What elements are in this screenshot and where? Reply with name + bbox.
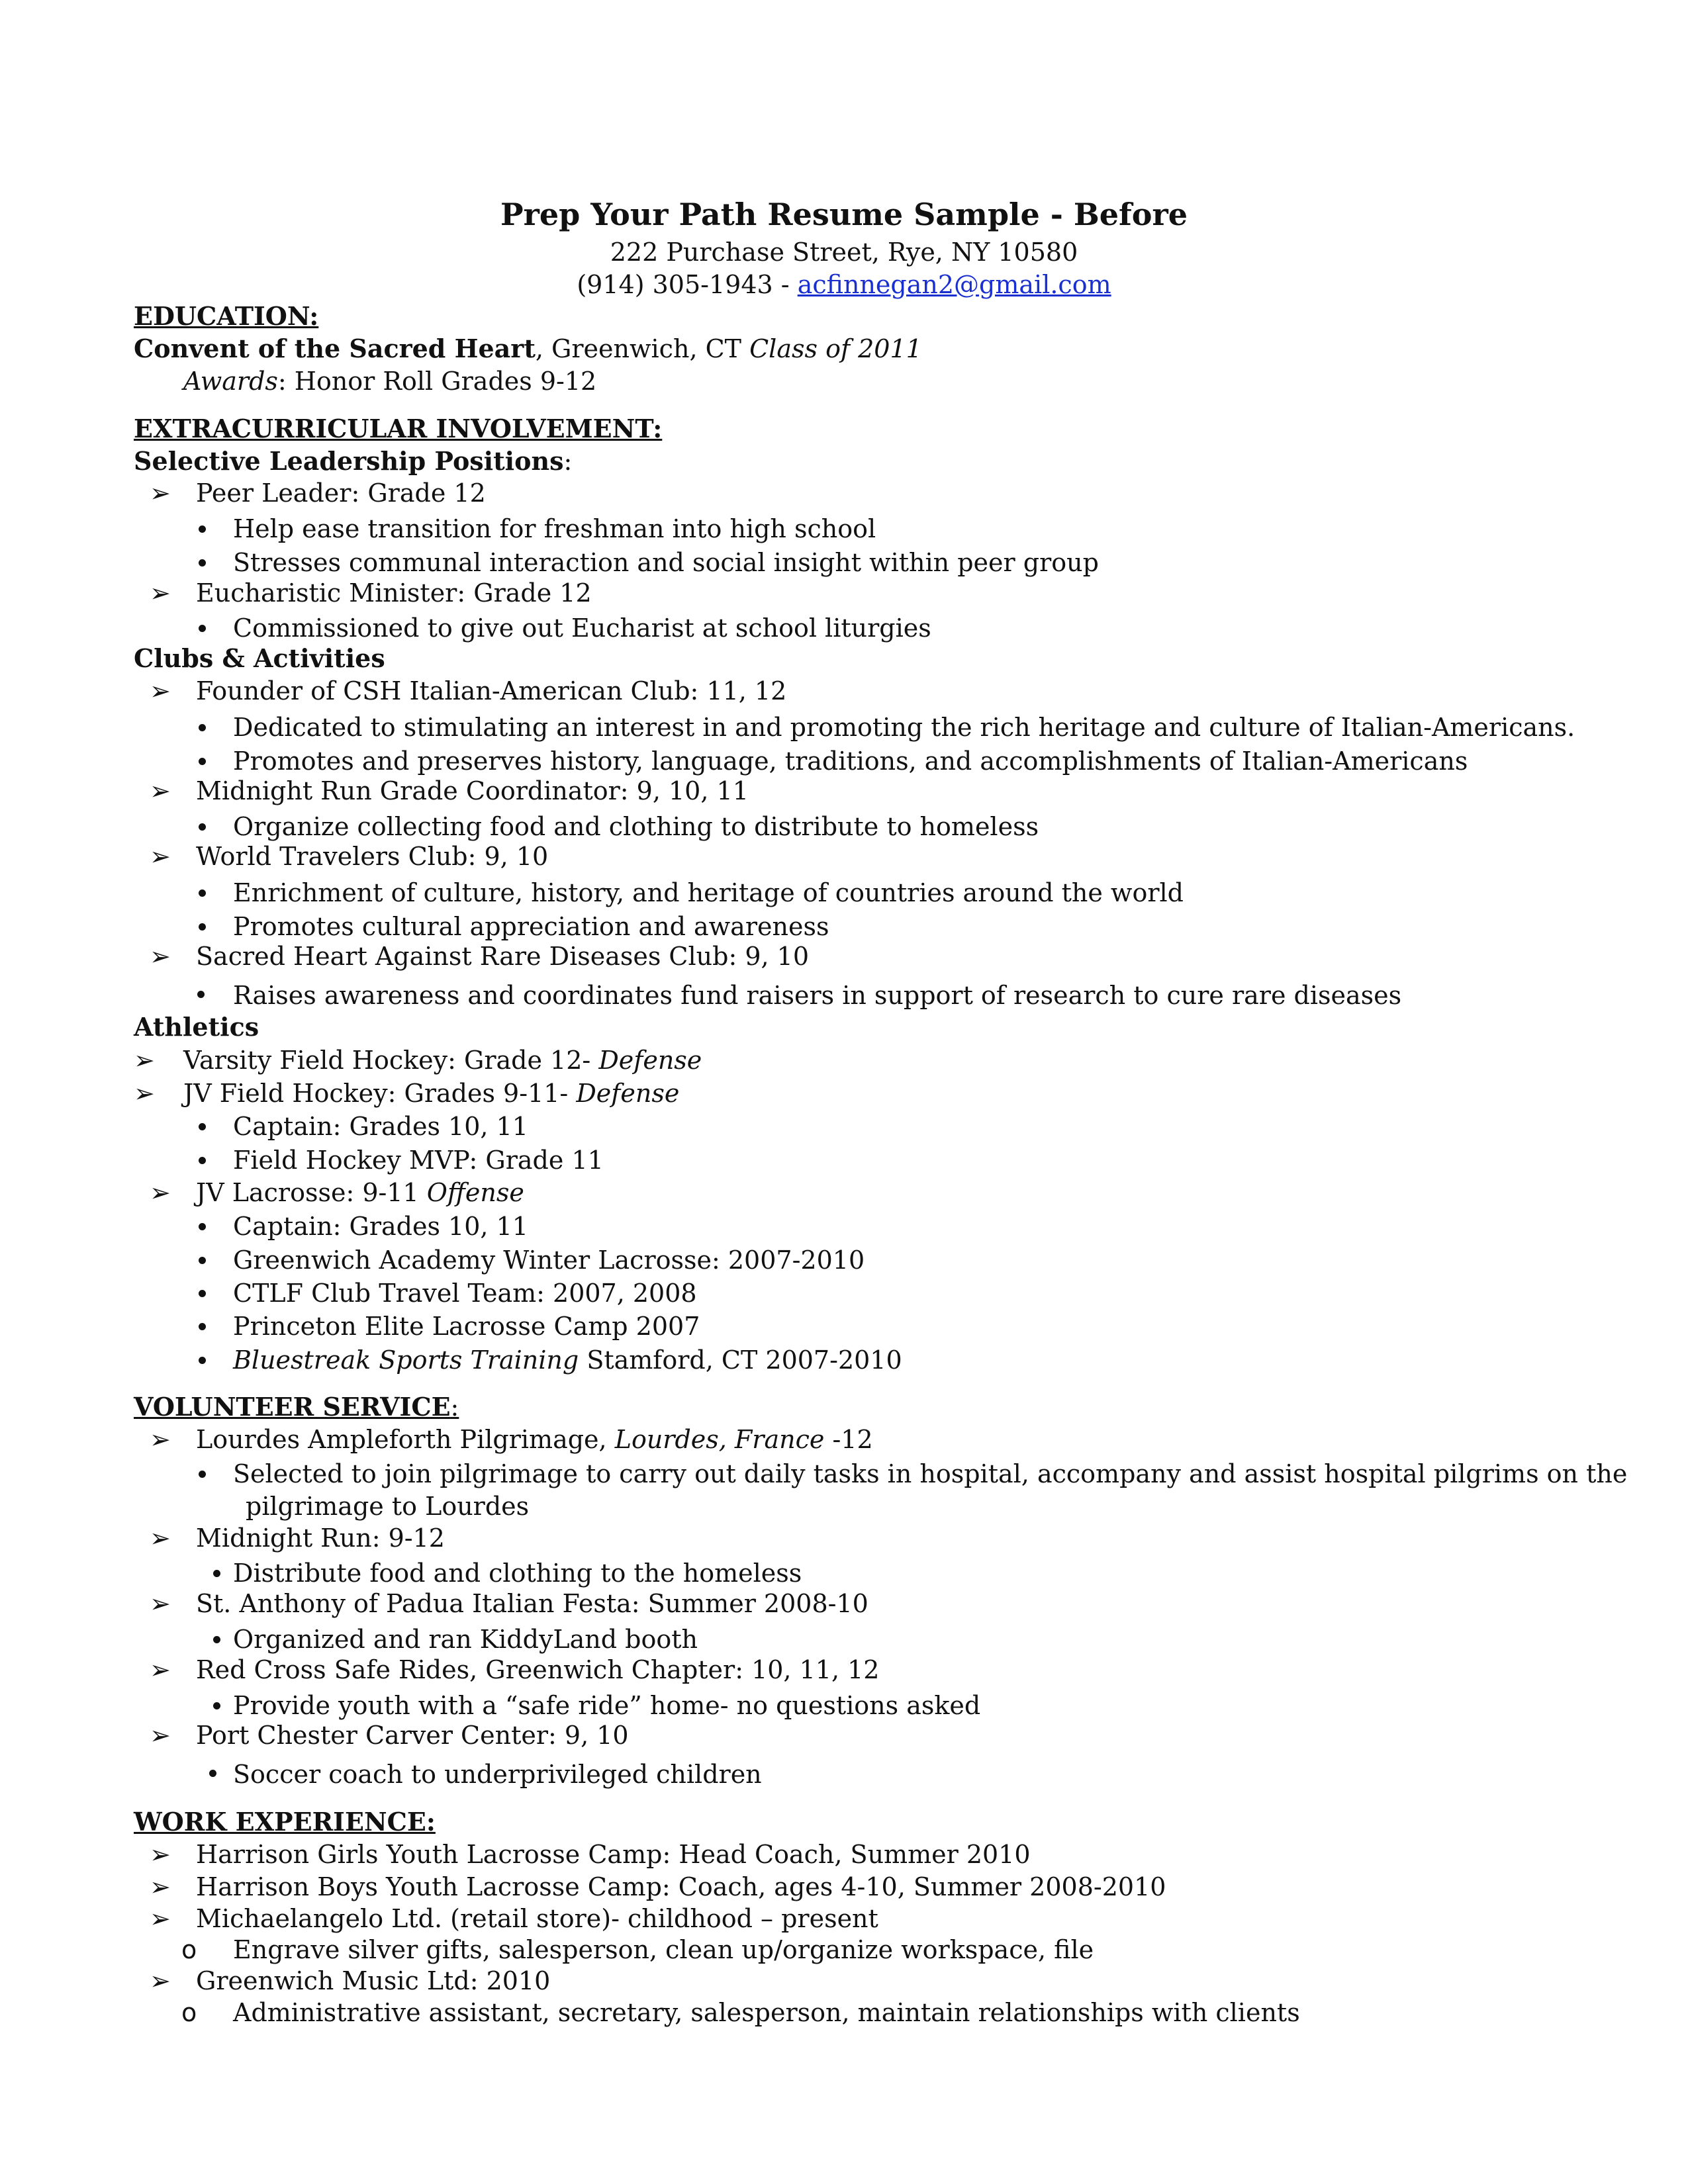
list-item: Stresses communal interaction and social insight within peer group bbox=[233, 548, 1099, 577]
bullet-dot-icon bbox=[199, 559, 206, 567]
bullet-dot-icon bbox=[199, 889, 206, 897]
bullet-dot-icon bbox=[197, 991, 205, 998]
bullet-dot-icon bbox=[199, 724, 206, 731]
bluestreak-detail: Stamford, CT 2007-2010 bbox=[579, 1345, 902, 1375]
bullet-dot-icon bbox=[199, 923, 206, 931]
arrow-bullet-icon: ➢ bbox=[150, 478, 171, 508]
list-item: Selected to join pilgrimage to carry out daily tasks in hospital, accompany and assist hospital pilgrims on the bbox=[233, 1459, 1628, 1488]
arrow-bullet-icon: ➢ bbox=[150, 1840, 171, 1869]
lourdes-place: Lourdes, France bbox=[614, 1425, 825, 1454]
list-item: Eucharistic Minister: Grade 12 bbox=[196, 578, 592, 608]
list-item bbox=[183, 1044, 702, 1077]
bullet-dot-icon bbox=[213, 1636, 220, 1643]
email-link[interactable]: acfinnegan2@gmail.com bbox=[797, 270, 1111, 299]
circle-bullet-icon: o bbox=[181, 1935, 197, 1964]
arrow-bullet-icon: ➢ bbox=[150, 1589, 171, 1618]
arrow-bullet-icon: ➢ bbox=[150, 1904, 171, 1933]
bullet-dot-icon bbox=[199, 525, 206, 533]
list-item: Captain: Grades 10, 11 bbox=[233, 1112, 528, 1141]
leadership-heading: Selective Leadership Positions bbox=[134, 446, 564, 476]
bullet-dot-icon bbox=[199, 1123, 206, 1130]
lourdes-suffix: -12 bbox=[824, 1425, 873, 1454]
jv-hockey-text: JV Field Hockey: Grades 9-11- bbox=[183, 1079, 577, 1108]
list-item: Provide youth with a “safe ride” home- no questions asked bbox=[233, 1691, 981, 1720]
jv-hockey-position: Defense bbox=[576, 1079, 680, 1108]
list-item: Founder of CSH Italian-American Club: 11, 12 bbox=[196, 676, 787, 705]
varsity-text: Varsity Field Hockey: Grade 12- bbox=[183, 1046, 599, 1075]
varsity-position: Defense bbox=[598, 1046, 702, 1075]
volunteer-heading: VOLUNTEER SERVICE bbox=[134, 1392, 451, 1422]
volunteer-colon: : bbox=[450, 1392, 459, 1422]
list-item: Greenwich Music Ltd: 2010 bbox=[196, 1966, 551, 1995]
clubs-heading: Clubs & Activities bbox=[134, 643, 385, 673]
bullet-dot-icon bbox=[199, 1257, 206, 1264]
list-item: Engrave silver gifts, salesperson, clean up/organize workspace, file bbox=[233, 1935, 1094, 1964]
arrow-bullet-icon: ➢ bbox=[150, 1721, 171, 1750]
arrow-bullet-icon: ➢ bbox=[134, 1046, 155, 1075]
list-item: Raises awareness and coordinates fund raisers in support of research to cure rare diseases bbox=[233, 981, 1402, 1010]
list-item: Promotes and preserves history, language, traditions, and accomplishments of Italian-Americans bbox=[233, 747, 1468, 776]
volunteer-heading-line bbox=[134, 1390, 459, 1424]
lourdes-text: Lourdes Ampleforth Pilgrimage, bbox=[196, 1425, 615, 1454]
awards-label: Awards bbox=[183, 367, 278, 396]
list-item: Sacred Heart Against Rare Diseases Club: 9, 10 bbox=[196, 942, 810, 971]
list-item: Field Hockey MVP: Grade 11 bbox=[233, 1146, 604, 1175]
list-item: Greenwich Academy Winter Lacrosse: 2007-2010 bbox=[233, 1246, 865, 1275]
list-item: Midnight Run Grade Coordinator: 9, 10, 11 bbox=[196, 776, 749, 805]
arrow-bullet-icon: ➢ bbox=[150, 578, 171, 608]
bullet-dot-icon bbox=[199, 625, 206, 632]
bullet-dot-icon bbox=[199, 1157, 206, 1164]
list-item bbox=[196, 1176, 524, 1209]
school-line bbox=[134, 332, 922, 365]
arrow-bullet-icon: ➢ bbox=[150, 842, 171, 871]
list-item bbox=[183, 1077, 679, 1110]
arrow-bullet-icon: ➢ bbox=[150, 1425, 171, 1454]
list-item: Red Cross Safe Rides, Greenwich Chapter: 10, 11, 12 bbox=[196, 1655, 880, 1684]
bullet-dot-icon bbox=[199, 1223, 206, 1230]
list-item: World Travelers Club: 9, 10 bbox=[196, 842, 549, 871]
arrow-bullet-icon: ➢ bbox=[150, 676, 171, 705]
list-item: Promotes cultural appreciation and awareness bbox=[233, 912, 829, 941]
leadership-colon: : bbox=[563, 447, 573, 476]
list-item: Harrison Boys Youth Lacrosse Camp: Coach, ages 4-10, Summer 2008-2010 bbox=[196, 1872, 1166, 1901]
list-item bbox=[196, 1423, 873, 1456]
athletics-heading: Athletics bbox=[134, 1012, 259, 1042]
list-item: Harrison Girls Youth Lacrosse Camp: Head Coach, Summer 2010 bbox=[196, 1840, 1031, 1869]
arrow-bullet-icon: ➢ bbox=[150, 1655, 171, 1684]
arrow-bullet-icon: ➢ bbox=[150, 1872, 171, 1901]
leadership-heading-line bbox=[134, 445, 572, 478]
list-item: Distribute food and clothing to the homeless bbox=[233, 1559, 802, 1588]
jv-lacrosse-position: Offense bbox=[426, 1178, 524, 1207]
class-year: Class of 2011 bbox=[749, 334, 922, 363]
extracurricular-heading: EXTRACURRICULAR INVOLVEMENT: bbox=[134, 414, 663, 443]
bullet-dot-icon bbox=[199, 1323, 206, 1330]
bullet-dot-icon bbox=[209, 1770, 216, 1777]
bullet-dot-icon bbox=[213, 1702, 220, 1709]
bluestreak-name: Bluestreak Sports Training bbox=[233, 1345, 579, 1375]
jv-lacrosse-text: JV Lacrosse: 9-11 bbox=[196, 1178, 427, 1207]
arrow-bullet-icon: ➢ bbox=[150, 1966, 171, 1995]
arrow-bullet-icon: ➢ bbox=[150, 942, 171, 971]
list-item: Commissioned to give out Eucharist at school liturgies bbox=[233, 614, 931, 643]
school-location: , Greenwich, CT bbox=[535, 334, 750, 363]
awards-line bbox=[183, 365, 596, 398]
bullet-dot-icon bbox=[199, 823, 206, 831]
list-item: Organized and ran KiddyLand booth bbox=[233, 1625, 698, 1654]
work-heading: WORK EXPERIENCE: bbox=[134, 1807, 436, 1837]
bullet-dot-icon bbox=[199, 758, 206, 765]
page-title: Prep Your Path Resume Sample - Before bbox=[500, 197, 1188, 232]
list-item: Organize collecting food and clothing to distribute to homeless bbox=[233, 812, 1039, 841]
arrow-bullet-icon: ➢ bbox=[150, 1524, 171, 1553]
bullet-dot-icon bbox=[199, 1471, 206, 1478]
education-heading: EDUCATION: bbox=[134, 301, 319, 331]
list-item: Michaelangelo Ltd. (retail store)- childhood – present bbox=[196, 1904, 878, 1933]
bullet-dot-icon bbox=[199, 1357, 206, 1364]
list-item: Princeton Elite Lacrosse Camp 2007 bbox=[233, 1312, 700, 1341]
list-item-continuation: pilgrimage to Lourdes bbox=[246, 1492, 530, 1521]
list-item: Peer Leader: Grade 12 bbox=[196, 478, 486, 508]
circle-bullet-icon: o bbox=[181, 1998, 197, 2027]
address: 222 Purchase Street, Rye, NY 10580 bbox=[610, 238, 1078, 267]
list-item bbox=[233, 1343, 902, 1377]
list-item: Port Chester Carver Center: 9, 10 bbox=[196, 1721, 629, 1750]
list-item: Midnight Run: 9-12 bbox=[196, 1524, 445, 1553]
awards-text: : Honor Roll Grades 9-12 bbox=[277, 367, 597, 396]
list-item: Dedicated to stimulating an interest in and promoting the rich heritage and culture of Italian-Americans. bbox=[233, 713, 1575, 742]
list-item: Help ease transition for freshman into high school bbox=[233, 514, 876, 543]
list-item: St. Anthony of Padua Italian Festa: Summer 2008-10 bbox=[196, 1589, 868, 1618]
contact-line bbox=[0, 268, 1688, 301]
list-item: Enrichment of culture, history, and heritage of countries around the world bbox=[233, 878, 1184, 907]
list-item: Administrative assistant, secretary, salesperson, maintain relationships with clients bbox=[233, 1998, 1300, 2027]
bullet-dot-icon bbox=[199, 1290, 206, 1297]
list-item: Captain: Grades 10, 11 bbox=[233, 1212, 528, 1241]
arrow-bullet-icon: ➢ bbox=[134, 1079, 155, 1108]
arrow-bullet-icon: ➢ bbox=[150, 776, 171, 805]
bullet-dot-icon bbox=[213, 1570, 220, 1577]
arrow-bullet-icon: ➢ bbox=[150, 1178, 171, 1207]
school-name: Convent of the Sacred Heart bbox=[134, 334, 536, 363]
phone: (914) 305-1943 - bbox=[577, 270, 798, 299]
list-item: CTLF Club Travel Team: 2007, 2008 bbox=[233, 1279, 697, 1308]
list-item: Soccer coach to underprivileged children bbox=[233, 1760, 762, 1789]
